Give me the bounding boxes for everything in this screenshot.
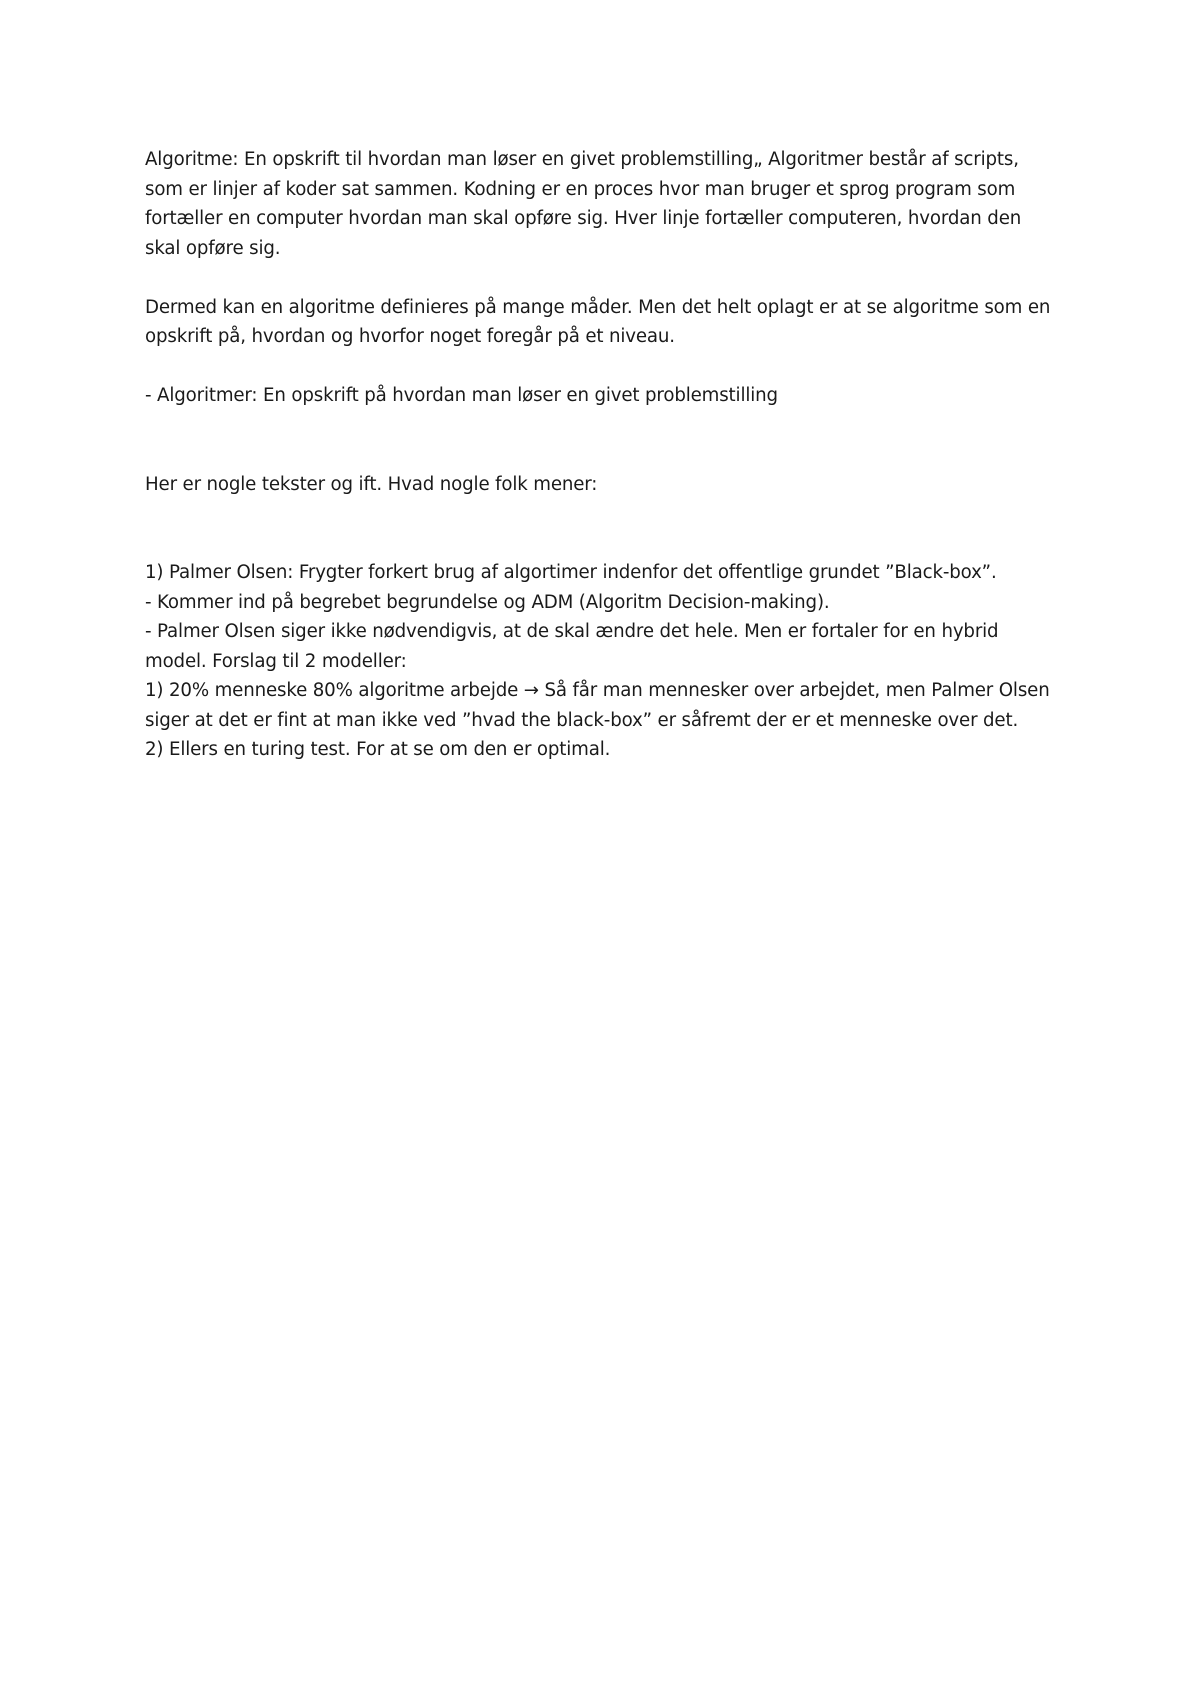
text-line: Dermed kan en algoritme definieres på mange måder. Men det helt oplagt er at se algoritme som en: [145, 296, 1051, 318]
text-line: siger at det er fint at man ikke ved ”hvad the black-box” er såfremt der er et menneske over det.: [145, 709, 1019, 731]
text-line: fortæller en computer hvordan man skal opføre sig. Hver linje fortæller computeren, hvordan den: [145, 208, 1022, 229]
paragraph-palmer-olsen: [145, 558, 1075, 765]
text-line: opskrift på, hvordan og hvorfor noget foregår på et niveau.: [145, 326, 675, 347]
paragraph-algorithm-meanings: [145, 293, 1075, 352]
paragraph-texts-intro: [145, 470, 1075, 500]
text-line: - Algoritmer: En opskrift på hvordan man løser en givet problemstilling: [145, 385, 778, 406]
paragraph-algorithm-definition: [145, 145, 1075, 263]
text-line: skal opføre sig.: [145, 237, 281, 259]
text-line: 2) Ellers en turing test. For at se om den er optimal.: [145, 739, 611, 760]
text-line: Her er nogle tekster og ift. Hvad nogle folk mener:: [145, 473, 598, 495]
text-line: som er linjer af koder sat sammen. Kodning er en proces hvor man bruger et sprog program som: [145, 178, 1016, 200]
text-line: 1) Palmer Olsen: Frygter forkert brug af algortimer indenfor det offentlige grundet ”Black-box”.: [145, 562, 997, 583]
paragraph-spacer: [145, 352, 1075, 382]
paragraph-algorithm-bullet: [145, 381, 1075, 411]
paragraph-spacer: [145, 411, 1075, 470]
paragraph-spacer: [145, 263, 1075, 293]
text-line: model. Forslag til 2 modeller:: [145, 650, 407, 672]
text-line: - Palmer Olsen siger ikke nødvendigvis, at de skal ændre det hele. Men er fortaler for en hybrid: [145, 621, 999, 642]
text-line: - Kommer ind på begrebet begrundelse og ADM (Algoritm Decision-making).: [145, 591, 830, 613]
text-line: 1) 20% menneske 80% algoritme arbejde → Så får man mennesker over arbejdet, men Palmer Olsen: [145, 680, 1050, 701]
paragraph-spacer: [145, 499, 1075, 558]
text-line: Algoritme: En opskrift til hvordan man løser en givet problemstilling„ Algoritmer består af scripts,: [145, 149, 1019, 170]
document-body: [145, 145, 1075, 765]
